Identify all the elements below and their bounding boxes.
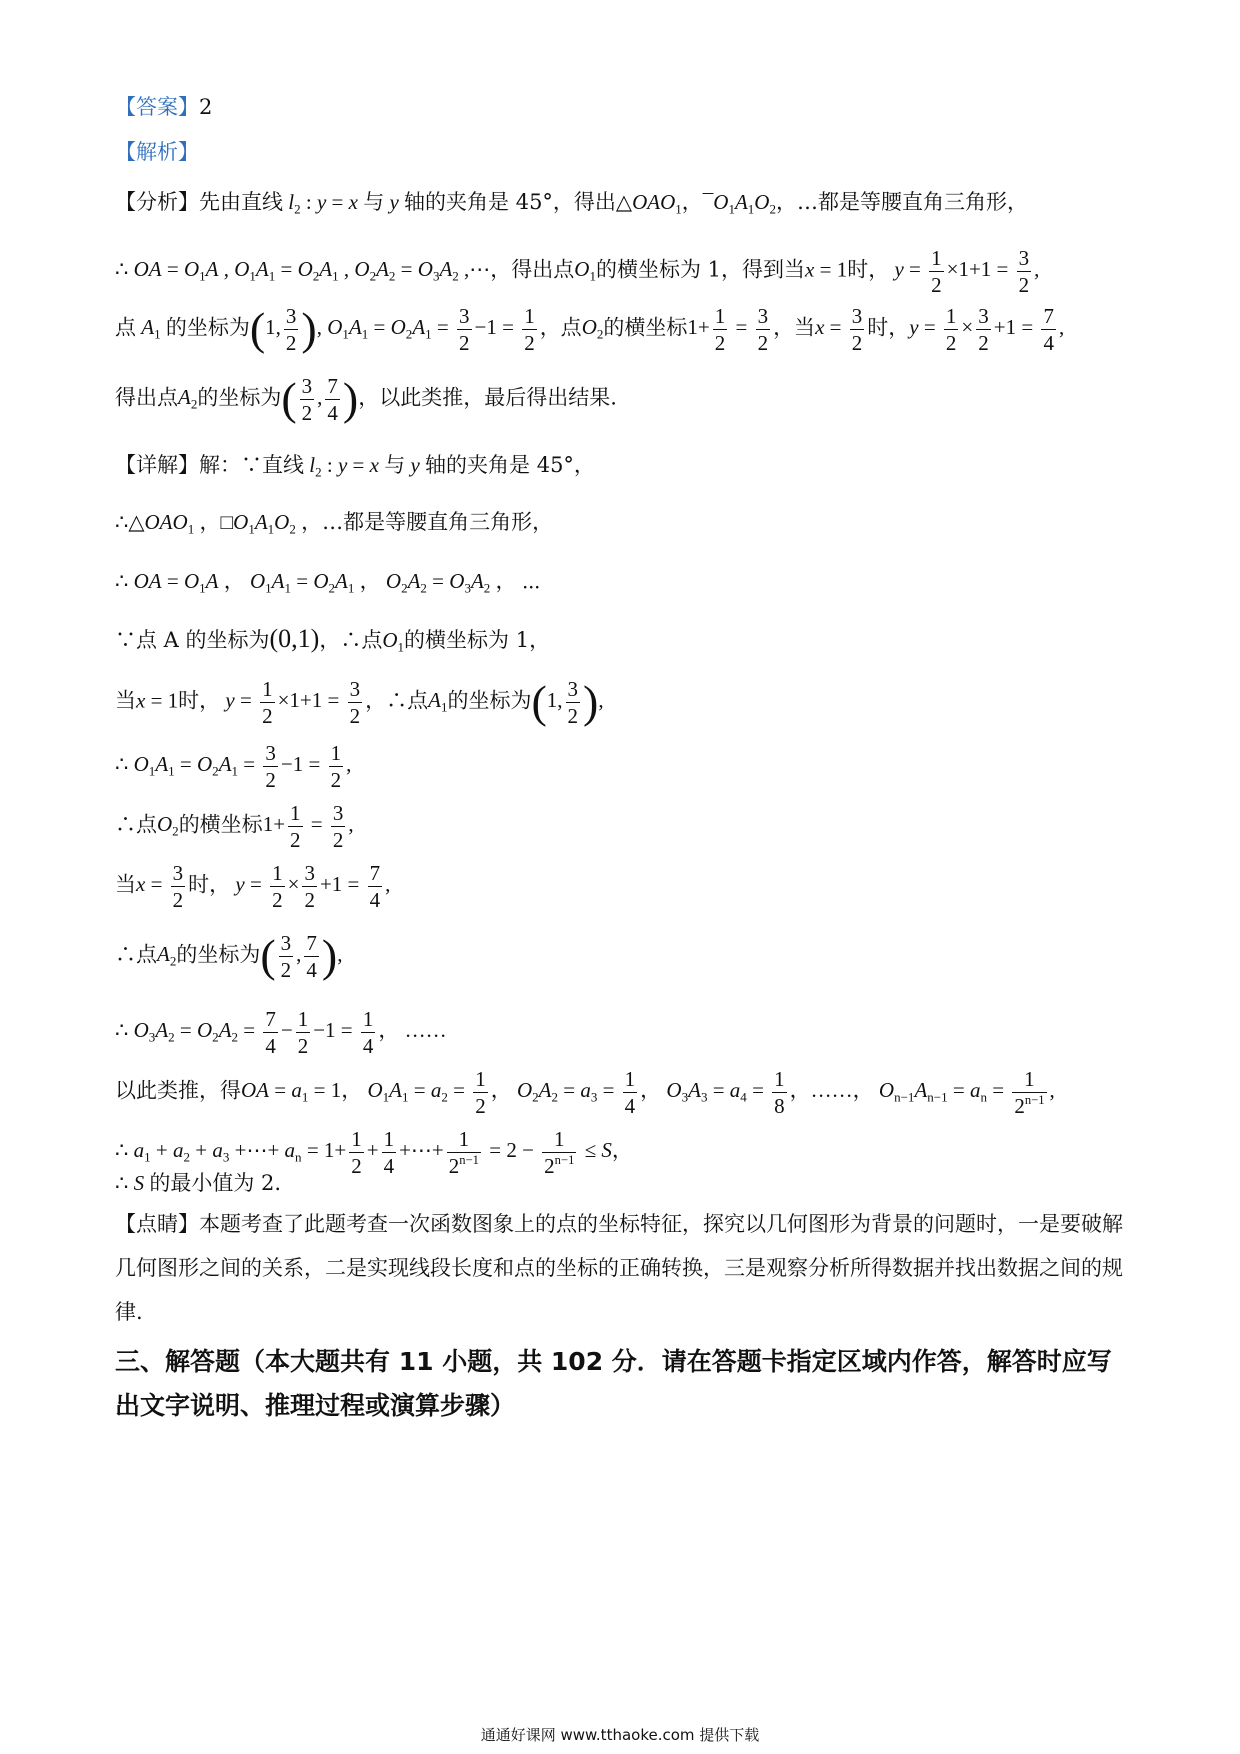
xiangjie-line-1	[115, 450, 595, 480]
fenxi-line-4	[115, 373, 617, 426]
formula: ∴ $a_1 + a_2 + a_3$ +⋯+ $a_n = 1+$ $\frac{1}{2}$ + $\frac{1}{4}$ +⋯+ $\frac{1}{2^{n-1}}$ = 2 − $\frac{1}{2^{n-1}}$ ≤ S，	[115, 1127, 633, 1178]
fenxi-text: 的坐标为	[197, 385, 282, 410]
formula: x = $\frac{3}{2}$	[815, 304, 863, 355]
formula: $O_1$	[382, 628, 405, 655]
formula: $O_2$	[581, 315, 604, 342]
fenxi-text: ，以此类推，最后得出结果.	[358, 385, 617, 410]
xiangjie-line-6	[115, 740, 351, 793]
fenxi-text: 时，	[867, 315, 910, 340]
xiangjie-text: 时，	[188, 872, 231, 897]
fenxi-text: 的横坐标为 1，得到当	[595, 257, 806, 282]
dianjing-text: 本题考查了此题考查一次函数图象上的点的坐标特征，探究以几何图形为背景的问题时，一是要破解几何图形之间的关系，二是实现线段长度和点的坐标的正确转换，三是观察分析所得数据并找出数据之间的规律.	[115, 1212, 1123, 1324]
formula: 1+ $\frac{1}{2}$ = $\frac{3}{2}$ ,	[262, 801, 354, 852]
fenxi-text: ，当	[773, 315, 816, 340]
fenxi-text: 得出点	[115, 385, 178, 410]
formula: $O_1$	[574, 257, 596, 284]
formula: ∴ S	[115, 1171, 150, 1195]
analysis-heading	[115, 137, 199, 167]
xiangjie-line-9	[115, 930, 343, 983]
fenxi-line-2	[115, 245, 1039, 298]
fenxi-text: 轴的夹角是 45°，得出△	[404, 190, 633, 214]
fenxi-text: ，	[681, 190, 703, 214]
fenxi-text: 的横坐标	[603, 315, 688, 340]
formula: x = 1	[136, 688, 179, 713]
fenxi-text: 的坐标为	[165, 315, 250, 340]
formula: y = $\frac{1}{2}$ ×1+1 = $\frac{3}{2}$	[220, 677, 361, 728]
formula: ∴ $O_1A_1 = O_2A_1$ = $\frac{3}{2}$ −1 = $\frac{1}{2}$ ,	[115, 741, 352, 792]
xiangjie-text: 的坐标为	[447, 688, 532, 713]
xiangjie-text: 的横坐标为 1，	[404, 628, 551, 652]
formula: y = $\frac{1}{2}$ × $\frac{3}{2}$ +1 = $\frac{7}{4}$ ,	[909, 304, 1065, 355]
formula: $\therefore\triangle OAO_1$ ，$□O_1A_1O_2$ ，	[115, 510, 323, 537]
xiangjie-line-7	[115, 800, 354, 853]
xiangjie-text: 以此类推，得	[115, 1078, 241, 1103]
fenxi-text: 先由直线	[199, 190, 283, 214]
fenxi-tag: 【分析】	[115, 190, 199, 214]
formula: y = $\frac{1}{2}$ × $\frac{3}{2}$ +1 = $\frac{7}{4}$ ,	[230, 861, 391, 912]
fenxi-text: 时，	[847, 257, 890, 282]
formula: (1, $\frac{3}{2}$ ),	[531, 676, 604, 728]
xiangjie-text: ∴点	[115, 942, 157, 967]
xiangjie-text: 当	[115, 872, 136, 897]
xiangjie-text: 解：∵直线	[199, 453, 304, 477]
fenxi-text: ，…都是等腰直角三角形，	[775, 190, 1028, 214]
formula: ∴ $O_3A_2 = O_2A_2$ = $\frac{7}{4}$ − $\frac{1}{2}$ −1 = $\frac{1}{4}$ ， ……	[115, 1007, 447, 1058]
formula: ∴ OA = $O_1A$ , $O_1A_1 = O_2A_1$ , $O_2A_2 = O_3A_2$ ,⋯	[115, 257, 491, 284]
xiangjie-text: ，∴点	[319, 628, 383, 652]
fenxi-line-3	[115, 303, 1064, 356]
xiangjie-line-11	[115, 1066, 1055, 1119]
formula: $OAO_1$	[632, 190, 682, 217]
formula: $¯O_1A_1O_2$	[702, 190, 776, 217]
formula: $A_1$	[428, 688, 448, 715]
formula: y	[384, 190, 405, 214]
formula: OA = $a_1 = 1$， $O_1A_1 = a_2$ = $\frac{1}{2}$ ， $O_2A_2 = a_3$ = $\frac{1}{4}$ ， $O_3A_3 = a_4$ = $\frac{1}{8}$ ，……， $O_{n-1}A_{n-1} = a_n$ = $\frac{1}{2^{n-1}}$ ,	[241, 1067, 1055, 1118]
fenxi-text: 点	[115, 315, 136, 340]
xiangjie-text: 与	[384, 453, 406, 477]
answer-line	[115, 92, 212, 122]
dianjing-paragraph	[115, 1202, 1130, 1334]
fenxi-text: ，得出点	[490, 257, 575, 282]
formula: y = $\frac{1}{2}$ ×1+1 = $\frac{3}{2}$ ,	[889, 246, 1040, 297]
xiangjie-line-8	[115, 860, 390, 913]
formula: ( $\frac{3}{2}$ , $\frac{7}{4}$ ),	[260, 930, 343, 982]
formula: $O_2$	[157, 812, 179, 839]
dianjing-tag: 【点睛】	[115, 1212, 199, 1236]
xiangjie-text: 的横坐标	[178, 812, 263, 837]
xiangjie-tag: 【详解】	[115, 453, 199, 477]
analysis-tag: 【解析】	[115, 140, 199, 164]
xiangjie-text: …都是等腰直角三角形，	[322, 510, 554, 534]
xiangjie-line-5	[115, 676, 604, 729]
xiangjie-line-13	[115, 1168, 281, 1198]
formula: ∴ OA = $O_1A$ ， $O_1A_1 = O_2A_1$ ， $O_2A_2 = O_3A_2$ ， ⋯	[115, 569, 541, 596]
xiangjie-text: 的坐标为	[176, 942, 261, 967]
formula: x = $\frac{3}{2}$	[136, 861, 184, 912]
xiangjie-text: 的最小值为 2.	[149, 1171, 282, 1195]
fenxi-text: 与	[363, 190, 385, 214]
xiangjie-line-3	[115, 566, 541, 596]
xiangjie-line-10	[115, 1006, 447, 1059]
fenxi-line-1	[115, 187, 1028, 217]
fenxi-text: ，点	[539, 315, 582, 340]
answer-value: 2	[199, 95, 213, 119]
xiangjie-text: ，∴点	[365, 688, 429, 713]
formula: ( $\frac{3}{2}$ , $\frac{7}{4}$ )	[281, 373, 359, 425]
section-heading: 三、解答题（本大题共有 11 小题，共 102 分．请在答题卡指定区域内作答，解答时应写出文字说明、推理过程或演算步骤）	[115, 1347, 1112, 1420]
xiangjie-text: ∴点	[115, 812, 157, 837]
formula: y	[405, 453, 426, 477]
formula: $A_2$	[178, 385, 198, 412]
xiangjie-line-2	[115, 507, 553, 537]
xiangjie-text: 轴的夹角是 45°，	[425, 453, 595, 477]
formula: x = 1	[805, 257, 848, 282]
formula: (0,1)	[269, 624, 320, 653]
xiangjie-text: 时，	[178, 688, 221, 713]
xiangjie-text: ∵点 A 的坐标为	[115, 628, 270, 652]
formula: (1, $\frac{3}{2}$ ), $O_1A_1 = O_2A_1$ = $\frac{3}{2}$ −1 = $\frac{1}{2}$	[249, 303, 535, 355]
xiangjie-text: 当	[115, 688, 136, 713]
formula: $A_2$	[157, 942, 177, 969]
formula: $l_2$ : y = x	[304, 453, 385, 480]
footer-text: 通通好课网 www.tthaoke.com 提供下载	[480, 1726, 760, 1744]
xiangjie-line-4	[115, 624, 550, 655]
formula: 1+ $\frac{1}{2}$ = $\frac{3}{2}$	[687, 304, 769, 355]
formula: $l_2$ : y = x	[283, 190, 364, 217]
formula: $A_1$	[136, 315, 161, 342]
answer-tag: 【答案】	[115, 95, 199, 119]
